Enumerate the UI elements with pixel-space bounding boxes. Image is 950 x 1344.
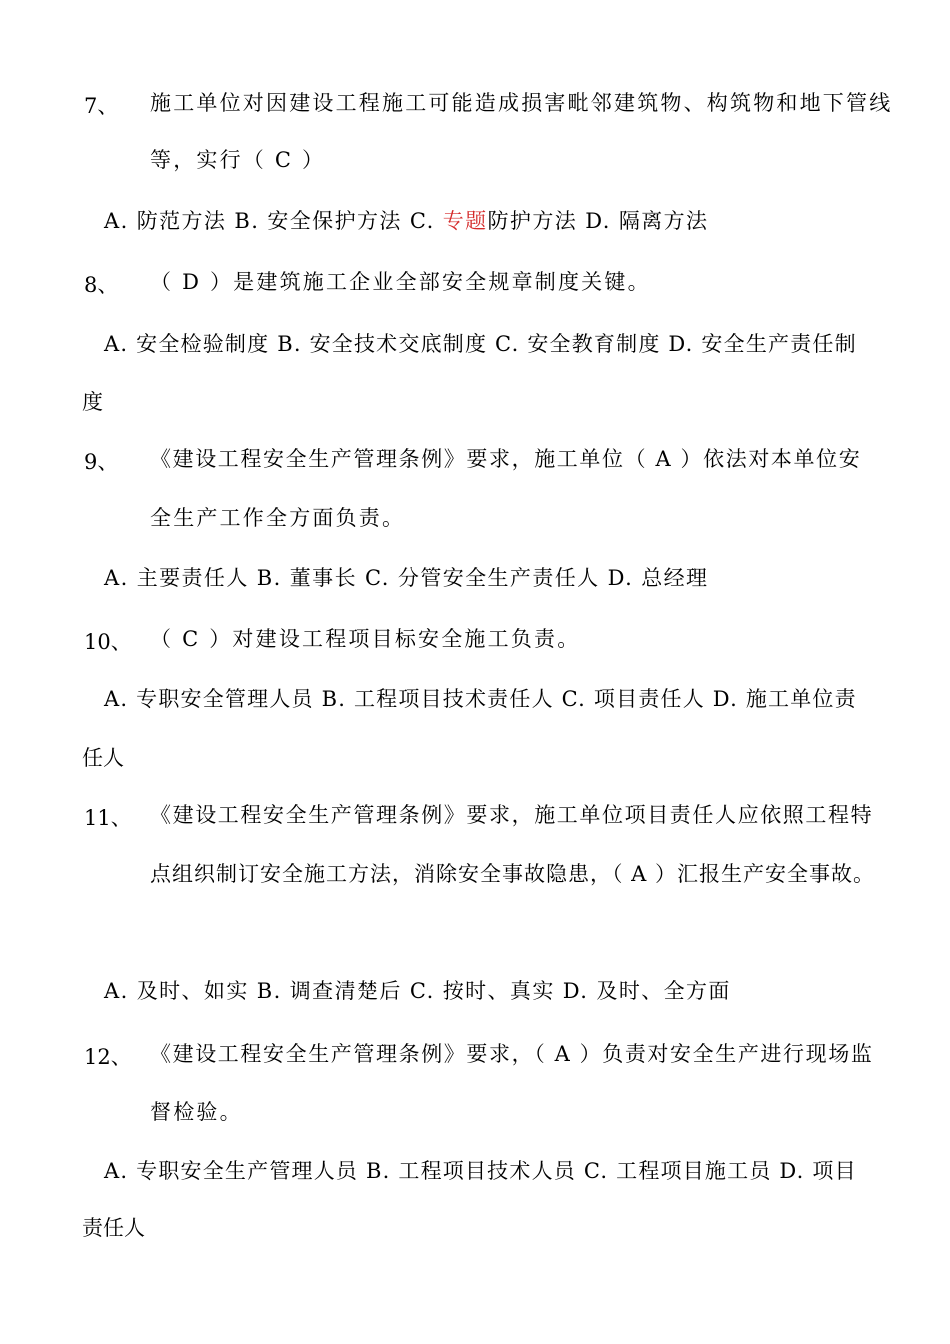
question-stem-continued: 点组织制订安全施工方法，消除安全事故隐患，（ A ）汇报生产安全事故。	[150, 862, 876, 886]
question-number: 8、	[84, 273, 119, 297]
answer-options: A. 安全检验制度 B. 安全技术交底制度 C. 安全教育制度 D. 安全生产责任制	[104, 332, 857, 356]
question-stem: （ D ）是建筑施工企业全部安全规章制度关键。	[150, 270, 651, 294]
answer-options-continued: 度	[82, 390, 103, 414]
highlighted-word: 专题	[442, 209, 488, 233]
question-number: 12、	[84, 1045, 132, 1069]
question-stem: 《建设工程安全生产管理条例》要求，施工单位项目责任人应依照工程特	[150, 803, 874, 827]
question-stem: 施工单位对因建设工程施工可能造成损害毗邻建筑物、构筑物和地下管线	[150, 91, 893, 115]
question-stem-continued: 等，实行（ C ）	[150, 148, 326, 172]
question-stem-continued: 督检验。	[150, 1100, 243, 1124]
question-stem: （ C ）对建设工程项目标安全施工负责。	[150, 627, 581, 651]
question-number: 11、	[84, 806, 132, 830]
options-text: 防护方法 D. 隔离方法	[487, 209, 709, 233]
answer-options	[104, 208, 708, 234]
question-stem: 《建设工程安全生产管理条例》要求，（ A ）负责对安全生产进行现场监	[150, 1042, 874, 1066]
question-stem-continued: 全生产工作全方面负责。	[150, 506, 406, 530]
question-number: 9、	[84, 450, 119, 474]
options-text: A. 防范方法 B. 安全保护方法 C.	[104, 209, 443, 233]
answer-options: A. 主要责任人 B. 董事长 C. 分管安全生产责任人 D. 总经理	[104, 566, 709, 590]
answer-options: A. 及时、如实 B. 调查清楚后 C. 按时、真实 D. 及时、全方面	[104, 979, 731, 1003]
answer-options: A. 专职安全管理人员 B. 工程项目技术责任人 C. 项目责任人 D. 施工单位责	[104, 687, 857, 711]
question-number: 7、	[84, 94, 119, 118]
answer-options-continued: 任人	[82, 746, 124, 770]
question-stem: 《建设工程安全生产管理条例》要求，施工单位（ A ）依法对本单位安	[150, 447, 862, 471]
question-number: 10、	[84, 630, 132, 654]
answer-options: A. 专职安全生产管理人员 B. 工程项目技术人员 C. 工程项目施工员 D. 项目	[104, 1159, 857, 1183]
answer-options-continued: 责任人	[82, 1216, 145, 1240]
